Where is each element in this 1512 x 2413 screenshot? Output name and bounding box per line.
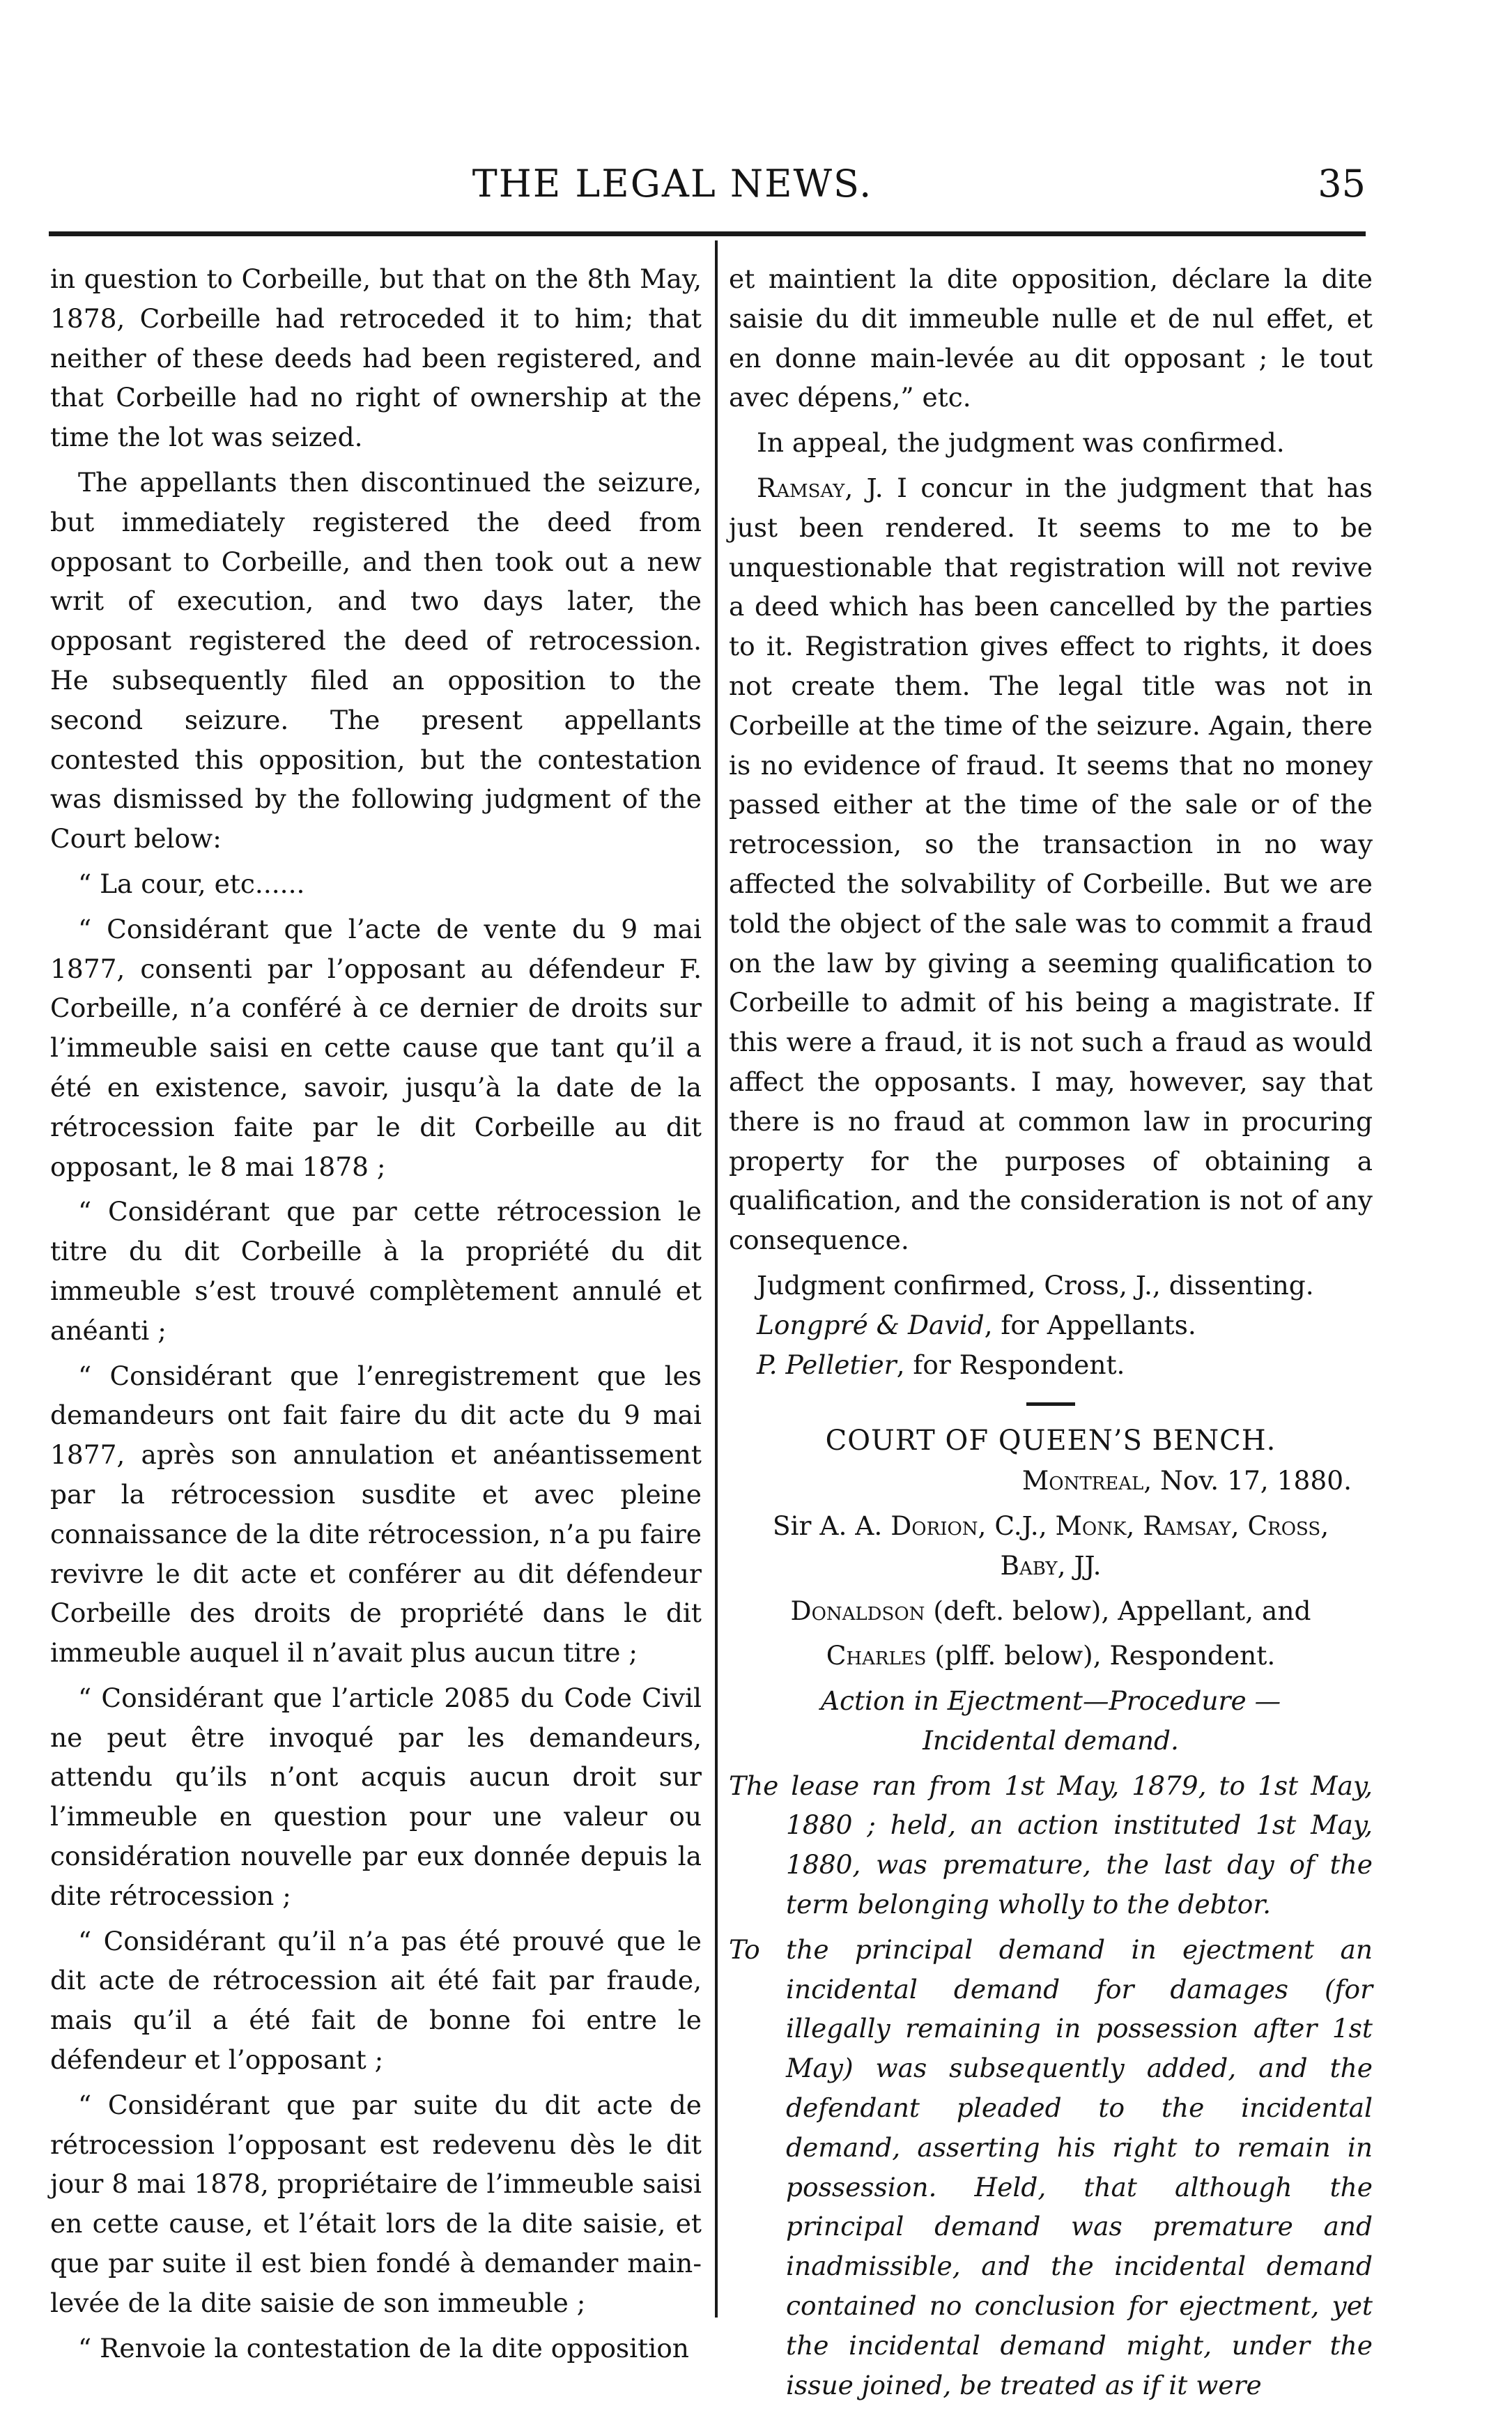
paragraph: “ Considérant que l’acte de vente du 9 mai 1877, consenti par l’opposant au défendeur F. Corbeille, n’a conféré à ce dernier de droits sur l’immeuble saisi en cette cause que tant qu’il a été en existence, savoir, jusqu’à la date de la rétrocession faite par le dit Corbeille au dit opposant, le 8 mai 1878 ; bbox=[50, 913, 702, 1182]
left-column bbox=[50, 259, 702, 2368]
header-rule bbox=[49, 231, 1366, 236]
party-role: (deft. below), Appellant, and bbox=[925, 1595, 1311, 1626]
headnote: To the principal demand in ejectment an incidental demand for damages (for illegally remaining in possession after 1st May) was subsequently added, and the defendant pleaded to the incidental demand, asserting his right to remain in possession. Held, that although the principal demand was premature and inadmissible, and the incidental demand contained no conclusion for ejectment, yet the incidental demand might, under the issue joined, be treated as if it were bbox=[729, 1933, 1373, 2400]
counsel-role: , for Respondent. bbox=[896, 1349, 1125, 1380]
bench-text: , bbox=[1231, 1510, 1248, 1541]
paragraph bbox=[729, 1305, 1373, 1345]
paragraph: “ Considérant qu’il n’a pas été prouvé que le dit acte de rétrocession ait été fait par fraude, mais qu’il a été fait de bonne foi entre le défendeur et l’opposant ; bbox=[50, 1925, 702, 2076]
paragraph: “ Considérant que l’article 2085 du Code Civil ne peut être invoqué par les demandeurs, attendu qu’ils n’ont acquis aucun droit sur l’immeuble en question pour une valeur ou considération nouvelle par eux donnée depuis la dite rétrocession ; bbox=[50, 1682, 702, 1911]
paragraph: The appellants then discontinued the seizure, but immediately registered the deed from opposant to Corbeille, and then took out a new writ of execution, and two days later, the opposant registered the deed of retrocession. He subsequently filed an opposition to the second seizure. The present appellants contested this opposition, but the contestation was dismissed by the following judgment of the Court below: bbox=[50, 466, 702, 855]
right-column bbox=[729, 259, 1373, 2405]
paragraph: “ La cour, etc...... bbox=[78, 868, 305, 899]
judge-name: Baby bbox=[1000, 1549, 1058, 1581]
paragraph bbox=[729, 468, 1373, 1260]
paragraph: et maintient la dite opposition, déclare la dite saisie du dit immeuble nulle et de nul effet, et en donne main-levée au dit opposant ; le tout avec dépens,” etc. bbox=[729, 263, 1373, 413]
paragraph: Judgment confirmed, Cross, J., dissenting. bbox=[757, 1269, 1314, 1301]
bench-text: , bbox=[1320, 1510, 1329, 1541]
judge-name: Cross bbox=[1247, 1510, 1321, 1541]
dateline bbox=[729, 1461, 1373, 1501]
case-subject: Action in Ejectment—Procedure — Incidental demand. bbox=[820, 1685, 1281, 1756]
paragraph: “ Renvoie la contestation de la dite opposition bbox=[78, 2332, 689, 2364]
page-header bbox=[49, 153, 1373, 216]
dateline-place: Montreal bbox=[1021, 1465, 1144, 1496]
paragraph: in question to Corbeille, but that on the 8th May, 1878, Corbeille had retroceded it to him; that neither of these deeds had been registered, and that Corbeille had no right of ownership at the time the lot was seized. bbox=[50, 263, 702, 453]
paragraph: “ Considérant que l’enregistrement que les demandeurs ont fait faire du dit acte du 9 mai 1877, après son annulation et anéantissement par la rétrocession susdite et avec pleine connaissance de la dite rétrocession, n’a pu faire revivre le dit acte et conférer au dit défendeur Corbeille des droits de propriété dans le dit immeuble auquel il n’avait plus aucun titre ; bbox=[50, 1360, 702, 1669]
bench-text: , C.J., bbox=[978, 1510, 1056, 1541]
paragraph: “ Considérant que par cette rétrocession le titre du dit Corbeille à la propriété du dit immeuble s’est trouvé complètement annulé et anéanti ; bbox=[50, 1196, 702, 1346]
bench-text: , JJ. bbox=[1057, 1549, 1102, 1581]
dateline-date: , Nov. 17, 1880. bbox=[1143, 1465, 1352, 1496]
headnote: The lease ran from 1st May, 1879, to 1st May, 1880 ; held, an action instituted 1st May, 1880, was premature, the last day of the term belonging wholly to the debtor. bbox=[729, 1770, 1373, 1920]
column-divider bbox=[715, 240, 718, 2318]
party-respondent bbox=[729, 1636, 1373, 1676]
counsel-name: Longpré & David bbox=[757, 1309, 985, 1340]
bench bbox=[729, 1506, 1373, 1586]
party-name: Charles bbox=[826, 1640, 927, 1671]
party-appellant bbox=[729, 1591, 1373, 1631]
party-name: Donaldson bbox=[790, 1595, 925, 1626]
paragraph bbox=[729, 1345, 1373, 1385]
counsel-role: , for Appellants. bbox=[984, 1309, 1196, 1340]
party-role: (plff. below), Respondent. bbox=[926, 1640, 1276, 1671]
judge-name: Ramsay bbox=[757, 472, 845, 503]
court-title: COURT OF QUEEN’S BENCH. bbox=[825, 1425, 1276, 1457]
page-number: 35 bbox=[1318, 162, 1366, 206]
paragraph: In appeal, the judgment was confirmed. bbox=[757, 427, 1285, 459]
paragraph: “ Considérant que par suite du dit acte de rétrocession l’opposant est redevenu dès le dit jour 8 mai 1878, propriétaire de l’immeuble saisi en cette cause, et l’était lors de la dite saisie, et que par suite il est bien fondé à demander main-levée de la dite saisie de son immeuble ; bbox=[50, 2089, 702, 2318]
judge-name: Monk bbox=[1055, 1510, 1127, 1541]
bench-text: Sir A. A. bbox=[772, 1510, 891, 1541]
running-title: THE LEGAL NEWS. bbox=[472, 162, 873, 206]
counsel-name: P. Pelletier bbox=[757, 1349, 897, 1380]
judge-name: Dorion bbox=[890, 1510, 978, 1541]
judge-name: Ramsay bbox=[1143, 1510, 1231, 1541]
section-rule bbox=[1026, 1402, 1075, 1406]
opinion-text: , J. I concur in the judgment that has just been rendered. It seems to me to be unquestionable that registration will not revive a deed which has been cancelled by the parties to it. Registration gives effect to rights, it does not create them. The legal title was not in Corbeille at the time of the seizure. Again, there is no evidence of fraud. It seems that no money passed either at the time of the sale or of the retrocession, so the transaction in no way affected the solvability of Corbeille. But we are told the object of the sale was to commit a fraud on the law by giving a seeming qualification to Corbeille to admit of his being a magistrate. If this were a fraud, it is not such a fraud as would affect the opposants. I may, however, say that there is no fraud at common law in procuring property for the purposes of obtaining a qualification, and the consideration is not of any consequence. bbox=[729, 472, 1373, 1256]
bench-text: , bbox=[1126, 1510, 1143, 1541]
